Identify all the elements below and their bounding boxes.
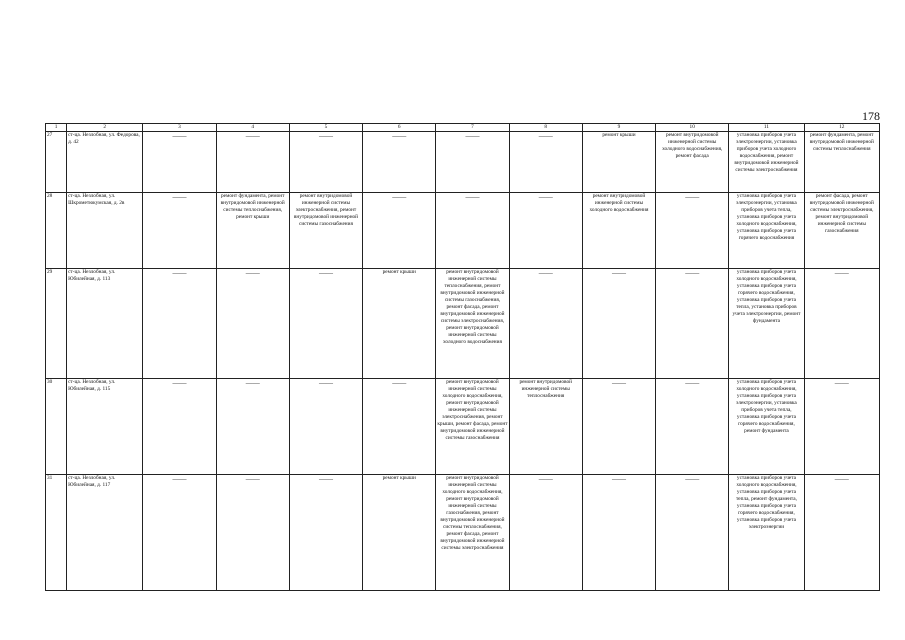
cell-text: ст-ца. Незлобная, ул. Юбилейная, д. 113 [68, 269, 116, 282]
dash-mark: —— [245, 132, 260, 140]
address-cell [67, 132, 143, 193]
cell-text: 29 [47, 269, 53, 275]
dash-mark: —— [392, 379, 407, 387]
dash-mark: —— [611, 269, 626, 277]
work-cell [582, 132, 655, 193]
work-cell [582, 193, 655, 269]
work-cell [729, 475, 804, 591]
work-cell [656, 379, 729, 475]
work-cell [143, 379, 216, 475]
work-cell [804, 193, 879, 269]
work-cell [729, 379, 804, 475]
cell-text: установка приборов учета холодного водоснабжения, установка приборов учета тепла, ремонт фундамента, установка приборов учета горячего водоснабжения, установка приборов учета электроэнергии [735, 475, 797, 530]
dash-mark: —— [392, 193, 407, 201]
cell-text: ремонт фундамента, ремонт внутридомовой инженерной системы теплоснабжения, ремонт крыши [220, 193, 285, 220]
work-cell [436, 379, 509, 475]
work-cell [363, 132, 436, 193]
dash-mark: —— [318, 269, 333, 277]
cell-text: ремонт внутридомовой инженерной системы теплоснабжения, ремонт внутридомовой инженерной системы газоснабжения, ремонт фасада, ремонт внутридомовой инженерной системы электроснабжения, ремонт внутридомовой инженерной системы холодного водоснабжения [440, 269, 505, 345]
dash-mark: —— [245, 379, 260, 387]
dash-mark: —— [538, 475, 553, 483]
table-row [46, 379, 880, 475]
work-cell [143, 269, 216, 379]
page-number: 178 [862, 109, 880, 123]
column-header: 5 [289, 124, 362, 132]
row-number [46, 132, 67, 193]
work-cell [289, 193, 362, 269]
column-header: 2 [67, 124, 143, 132]
dash-mark: —— [685, 379, 700, 387]
column-header: 6 [363, 124, 436, 132]
cell-text: ремонт крыши [382, 269, 416, 275]
dash-mark: —— [392, 132, 407, 140]
column-header: 7 [436, 124, 509, 132]
table-row [46, 132, 880, 193]
cell-text: 30 [47, 379, 53, 385]
work-cell [656, 269, 729, 379]
cell-text: ст-ца. Незлобная, ул. Федорова, д. 42 [68, 132, 140, 145]
cell-text: 27 [47, 132, 53, 138]
dash-mark: —— [318, 379, 333, 387]
dash-mark: —— [318, 475, 333, 483]
cell-text: ремонт крыши [602, 132, 636, 138]
dash-mark: —— [245, 269, 260, 277]
work-cell [363, 269, 436, 379]
work-cell [216, 132, 289, 193]
cell-text: ст-ца. Незлобная, ул. Шкрометюкумская, д. 2в [68, 193, 125, 206]
cell-text: ремонт внутридомовой инженерной системы холодного водоснабжения, ремонт фасада [662, 132, 723, 159]
work-cell [509, 132, 582, 193]
work-cell [656, 132, 729, 193]
row-number [46, 269, 67, 379]
cell-text: ремонт внутридомовой инженерной системы электроснабжения, ремонт внутридомовой инженерной системы газоснабжения [293, 193, 359, 227]
cell-text: ремонт внутридомовой инженерной системы холодного водоснабжения, ремонт внутридомовой инженерной системы электроснабжения, ремонт крыши, ремонт фасада, ремонт внутридомовой инженерной системы газоснабжения [437, 379, 508, 441]
row-number [46, 193, 67, 269]
work-cell [804, 132, 879, 193]
address-cell [67, 379, 143, 475]
table-row [46, 269, 880, 379]
cell-text: установка приборов учета электроэнергии, установка приборов учета холодного водоснабжения, ремонт внутридомовой инженерной системы электроснабжения [734, 132, 799, 173]
cell-text: 28 [47, 193, 53, 199]
dash-mark: —— [465, 132, 480, 140]
work-cell [582, 379, 655, 475]
dash-mark: —— [685, 475, 700, 483]
cell-text: ремонт крыши [382, 475, 416, 481]
work-cell [289, 379, 362, 475]
dash-mark: —— [538, 193, 553, 201]
cell-text: установка приборов учета электроэнергии, установка приборов учета тепла, установка приборов учета холодного водоснабжения, установка приборов учета горячего водоснабжения [736, 193, 797, 241]
work-cell [216, 269, 289, 379]
dash-mark: —— [834, 269, 849, 277]
work-cell [216, 475, 289, 591]
dash-mark: —— [172, 132, 187, 140]
dash-mark: —— [538, 132, 553, 140]
cell-text: установка приборов учета холодного водоснабжения, установка приборов учета горячего водоснабжения, установка приборов учета тепла, установка приборов учета электроэнергии, ремонт фундамента [732, 269, 801, 324]
row-number [46, 475, 67, 591]
work-cell [436, 132, 509, 193]
work-cell [143, 193, 216, 269]
cell-text: ремонт внутридомовой инженерной системы теплоснабжения [519, 379, 572, 399]
work-cell [289, 269, 362, 379]
work-cell [582, 269, 655, 379]
column-header: 3 [143, 124, 216, 132]
work-cell [656, 475, 729, 591]
cell-text: ст-ца. Незлобная, ул. Юбилейная, д. 115 [68, 379, 116, 392]
column-header: 1 [46, 124, 67, 132]
column-header: 10 [656, 124, 729, 132]
dash-mark: —— [685, 193, 700, 201]
work-cell [729, 132, 804, 193]
dash-mark: —— [172, 475, 187, 483]
work-cell [582, 475, 655, 591]
work-cell [289, 475, 362, 591]
work-cell [509, 269, 582, 379]
dash-mark: —— [611, 379, 626, 387]
column-header: 11 [729, 124, 804, 132]
column-header: 8 [509, 124, 582, 132]
table-row [46, 193, 880, 269]
address-cell [67, 269, 143, 379]
work-cell [804, 269, 879, 379]
repair-schedule-table [45, 123, 880, 591]
work-cell [729, 193, 804, 269]
cell-text: установка приборов учета холодного водоснабжения, установка приборов учета электроэнергии, установка приборов учета тепла, установка приборов учета горячего водоснабжения, ремонт фундамента [736, 379, 797, 434]
dash-mark: —— [172, 379, 187, 387]
work-cell [363, 379, 436, 475]
column-header: 4 [216, 124, 289, 132]
work-cell [729, 269, 804, 379]
work-cell [143, 132, 216, 193]
dash-mark: —— [834, 379, 849, 387]
column-header: 9 [582, 124, 655, 132]
work-cell [363, 475, 436, 591]
cell-text: ремонт внутридомовой инженерной системы холодного водоснабжения [589, 193, 649, 213]
dash-mark: —— [834, 475, 849, 483]
work-cell [436, 475, 509, 591]
dash-mark: —— [611, 475, 626, 483]
work-cell [509, 379, 582, 475]
cell-text: ремонт фундамента, ремонт внутридомовой инженерной системы теплоснабжения [809, 132, 874, 152]
work-cell [804, 475, 879, 591]
work-cell [509, 475, 582, 591]
work-cell [436, 269, 509, 379]
work-cell [216, 379, 289, 475]
cell-text: 31 [47, 475, 53, 481]
work-cell [436, 193, 509, 269]
dash-mark: —— [318, 132, 333, 140]
dash-mark: —— [538, 269, 553, 277]
column-header: 12 [804, 124, 879, 132]
dash-mark: —— [172, 269, 187, 277]
cell-text: ст-ца. Незлобная, ул. Юбилейная, д. 117 [68, 475, 116, 488]
address-cell [67, 193, 143, 269]
work-cell [216, 193, 289, 269]
cell-text: ремонт внутридомовой инженерной системы холодного водоснабжения, ремонт внутридомовой инженерной системы газоснабжения, ремонт внутридомовой инженерной системы теплоснабжения, ремонт фасада, ремонт внутридомовой инженерной системы электроснабжения [440, 475, 505, 551]
work-cell [656, 193, 729, 269]
column-number-row [46, 124, 880, 132]
work-cell [289, 132, 362, 193]
work-cell [363, 193, 436, 269]
dash-mark: —— [245, 475, 260, 483]
table-row [46, 475, 880, 591]
work-cell [509, 193, 582, 269]
dash-mark: —— [685, 269, 700, 277]
work-cell [804, 379, 879, 475]
address-cell [67, 475, 143, 591]
cell-text: ремонт фасада, ремонт внутридомовой инженерной системы электроснабжения, ремонт внутридомовой инженерной системы газоснабжения [809, 193, 874, 234]
work-cell [143, 475, 216, 591]
dash-mark: —— [465, 193, 480, 201]
dash-mark: —— [172, 193, 187, 201]
row-number [46, 379, 67, 475]
